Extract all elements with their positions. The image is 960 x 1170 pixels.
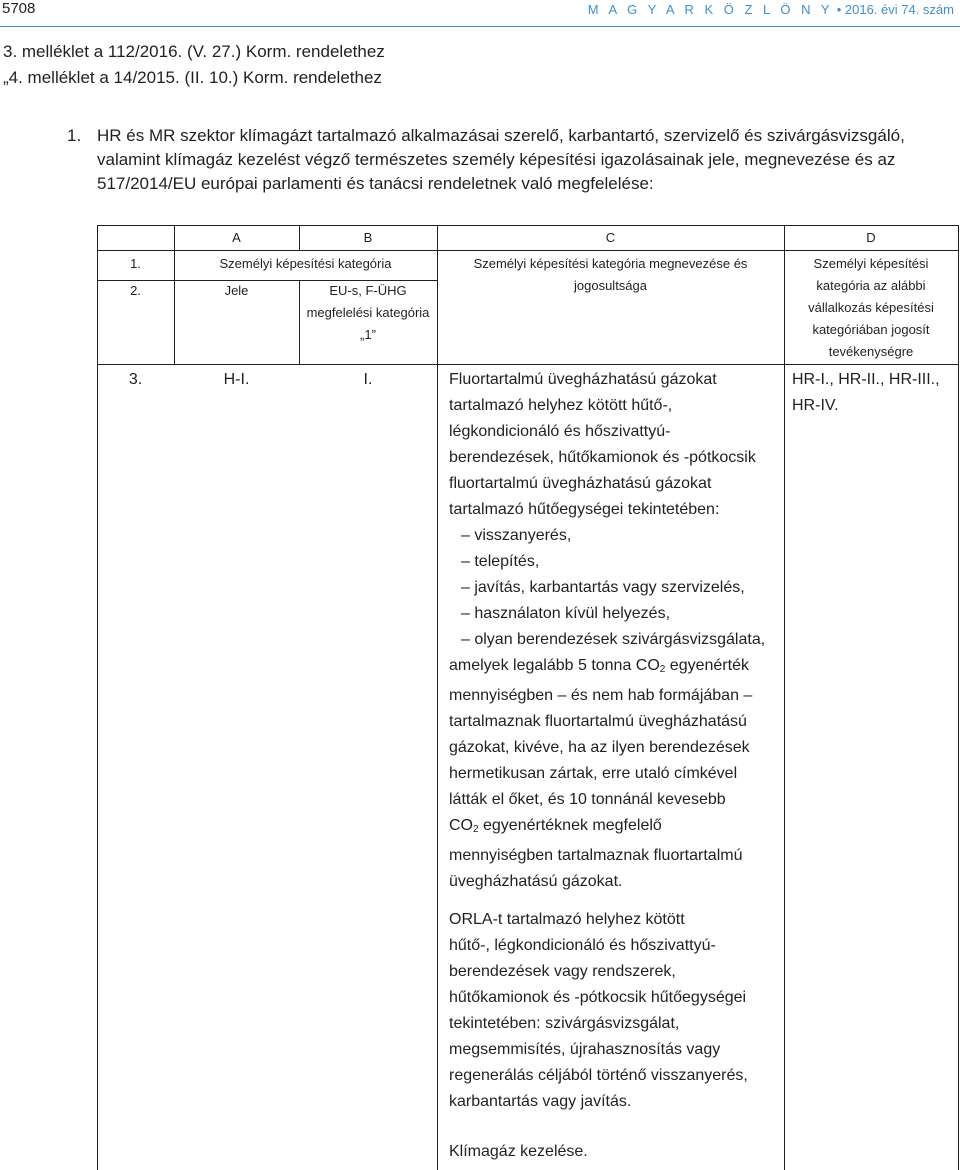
header-d-line-2: kategória az alábbi — [816, 278, 926, 293]
desc-line: fluortartalmú üvegházhatású gázokat — [449, 475, 712, 492]
desc-line: tartalmazó hűtőegységei tekintetében: — [449, 501, 720, 518]
column-letter-c: C — [605, 230, 616, 245]
desc-line: tartalmaznak fluortartalmú üvegházhatású — [449, 713, 747, 730]
orla-description — [449, 907, 779, 1115]
orla-line: regenerálás céljából történő visszanyerés, — [449, 1067, 748, 1084]
header-b-line-1: EU-s, F-ÜHG — [329, 283, 407, 298]
co2-text-pre: amelyek legalább 5 tonna CO — [449, 657, 660, 674]
header-category: Személyi képesítési kategória — [219, 256, 392, 271]
annex-title: 3. melléklet a 112/2016. (V. 27.) Korm. rendelethez — [3, 42, 385, 61]
desc-line: mennyiségben tartalmaznak fluortartalmú — [449, 847, 743, 864]
orla-line: hűtő-, légkondicionáló és hőszivattyú- — [449, 937, 716, 954]
desc-line: berendezések, hűtőkamionok és -pótkocsik — [449, 449, 756, 466]
col-divider-b-c — [437, 225, 438, 1170]
co2-text-post: egyenérték — [665, 657, 749, 674]
header-d-line-1: Személyi képesítési — [813, 256, 929, 271]
row-number-1: 1. — [130, 256, 141, 271]
desc-line: Fluortartalmú üvegházhatású gázokat — [449, 371, 717, 388]
desc-line: hermetikusan zártak, erre utaló címkével — [449, 765, 738, 782]
desc-list-item: – visszanyerés, — [461, 527, 572, 544]
row-divider-2-3 — [97, 364, 959, 365]
enterprise-categories-line-2: HR-IV. — [792, 397, 839, 414]
desc-line: látták el őket, és 10 tonnánál kevesebb — [449, 791, 726, 808]
category-code: H-I. — [223, 371, 250, 388]
intro-paragraph — [67, 124, 959, 196]
co2-text-pre: CO — [449, 817, 473, 834]
desc-line: üvegházhatású gázokat. — [449, 873, 623, 890]
row-number-3: 3. — [128, 371, 143, 388]
co2-subscript: 2 — [473, 824, 479, 835]
co2-text-post: egyenértéknek megfelelő — [478, 817, 662, 834]
col-divider-c-d — [784, 225, 785, 1170]
journal-name: M A G Y A R K Ö Z L Ö N Y — [587, 2, 834, 17]
intro-number: 1. — [67, 126, 82, 145]
annex-subtitle: „4. melléklet a 14/2015. (II. 10.) Korm. rendelethez — [3, 68, 382, 87]
enterprise-categories-line-1: HR-I., HR-II., HR-III., — [792, 371, 940, 388]
row-number-2: 2. — [130, 283, 141, 298]
page-number: 5708 — [2, 0, 36, 17]
orla-line: megsemmisítés, újrahasznosítás vagy — [449, 1041, 721, 1058]
refrigerant-handling: Klímagáz kezelése. — [449, 1143, 588, 1160]
column-letter-b: B — [363, 230, 373, 245]
co2-subscript: 2 — [659, 664, 666, 675]
header-d-line-3: vállalkozás képesítési — [808, 300, 934, 315]
header-bullet: • — [836, 2, 842, 17]
header-category-name — [437, 253, 784, 297]
header-eu-category — [299, 280, 437, 346]
header-category-name-line-2: jogosultsága — [574, 278, 647, 293]
header-divider — [0, 26, 960, 27]
qualification-table — [97, 225, 959, 1170]
header-b-line-3: „1” — [360, 327, 376, 342]
issue-number: 2016. évi 74. szám — [844, 2, 954, 17]
desc-line: tartalmazó helyhez kötött hűtő-, — [449, 397, 673, 414]
desc-line: gázokat, kivéve, ha az ilyen berendezések — [449, 739, 750, 756]
orla-line: hűtőkamionok és -pótkocsik hűtőegységei — [449, 989, 747, 1006]
desc-list-item: – használaton kívül helyezés, — [461, 605, 671, 622]
header-code: Jele — [224, 283, 249, 298]
category-description — [449, 367, 779, 895]
intro-text: HR és MR szektor klímagázt tartalmazó alkalmazásai szerelő, karbantartó, szervizelő és szivárgásvizsgáló, valamint klímagáz kezelést végző természetes személy képesítési igazolásainak jele, megnevezése és az 517/2014/EU európai parlamenti és tanácsi rendeletnek való megfelelése: — [97, 126, 905, 193]
column-letter-d: D — [866, 230, 876, 245]
desc-line: légkondicionáló és hőszivattyú- — [449, 423, 671, 440]
orla-line: tekintetében: szivárgásvizsgálat, — [449, 1015, 680, 1032]
desc-list-item: – olyan berendezések szivárgásvizsgálata, — [461, 631, 766, 648]
eu-category: I. — [363, 371, 373, 388]
row-divider-header — [97, 250, 959, 251]
desc-list-item: – telepítés, — [461, 553, 540, 570]
orla-line: ORLA-t tartalmazó helyhez kötött — [449, 911, 685, 928]
header-d-line-4: kategóriában jogosít — [812, 322, 930, 337]
header-category-name-line-1: Személyi képesítési kategória megnevezése és — [473, 256, 748, 271]
enterprise-categories — [792, 367, 957, 419]
desc-list-item: – javítás, karbantartás vagy szervizelés, — [461, 579, 745, 596]
orla-line: karbantartás vagy javítás. — [449, 1093, 632, 1110]
column-letter-a: A — [232, 230, 241, 245]
header-b-line-2: megfelelési kategória — [306, 305, 430, 320]
journal-title — [588, 2, 954, 17]
desc-line-co2 — [449, 813, 779, 843]
page-header — [0, 0, 960, 26]
header-enterprise-category — [784, 253, 958, 363]
desc-line-co2 — [449, 653, 779, 683]
table-border-right — [958, 225, 959, 1170]
header-d-line-5: tevékenységre — [828, 344, 914, 359]
orla-line: berendezések vagy rendszerek, — [449, 963, 676, 980]
desc-line: mennyiségben – és nem hab formájában – — [449, 687, 753, 704]
table-border-top — [97, 225, 959, 226]
